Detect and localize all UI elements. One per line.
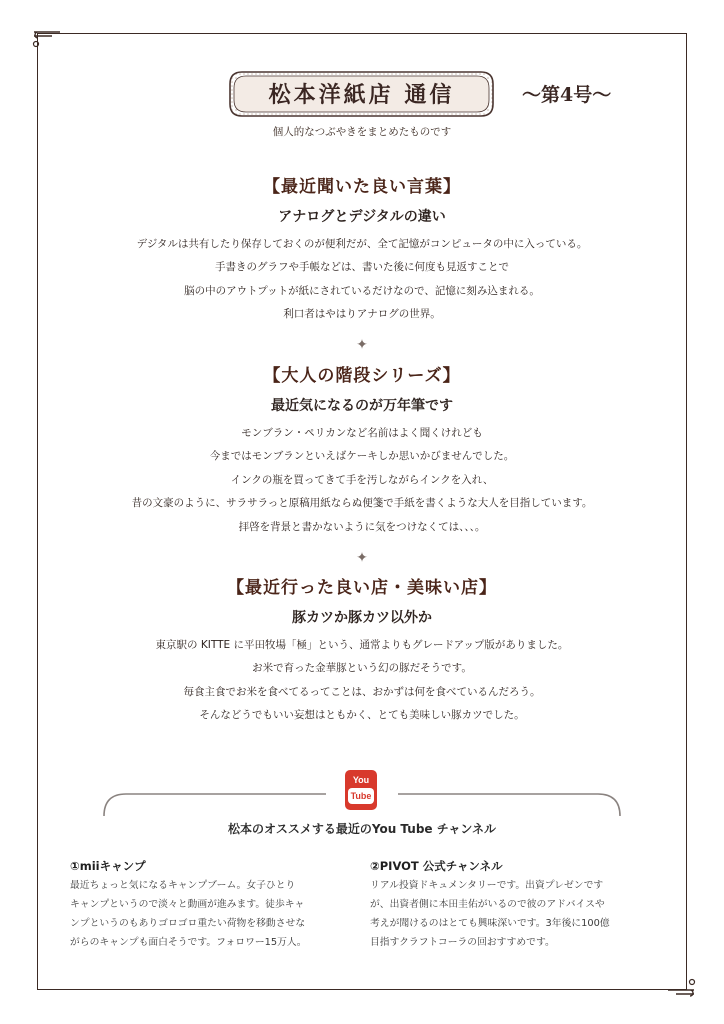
section-subheading: 最近気になるのが万年筆です [271, 398, 453, 414]
channel-description-line: キャンプというので淡々と動画が進みます。徒歩キャ [70, 899, 305, 910]
section-text-line: 利口者はやはりアナログの世界。 [283, 308, 441, 321]
newsletter-header [0, 64, 724, 124]
section-text-line: デジタルは共有したり保存しておくのが便利だが、全て記憶がコンピュータの中に入っている。 [136, 238, 588, 250]
channel-name: ①miiキャンプ [70, 859, 146, 873]
sparkle-divider-icon: ✦ [356, 550, 368, 566]
channel-name: ②PIVOT 公式チャンネル [370, 859, 503, 873]
newsletter-subtitle: 個人的なつぶやきをまとめたものです [272, 126, 452, 138]
channel-description-line: がらのキャンプも面白そうです。フォロワー15万人。 [70, 937, 307, 948]
channel-description-line: リアル投資ドキュメンタリーです。出資プレゼンです [370, 880, 604, 891]
section-text-line: 脳の中のアウトプットが紙にされているだけなので、記憶に刻み込まれる。 [184, 284, 540, 297]
section-good-words [0, 173, 724, 327]
section-heading: 【大人の階段シリーズ】 [263, 366, 461, 386]
section-heading: 【最近行った良い店・美味い店】 [227, 578, 497, 598]
section-subheading: アナログとデジタルの違い [278, 209, 446, 225]
youtube-logo-icon [345, 770, 377, 810]
section-text-line: インクの瓶を買ってきて手を汚しながらインクを入れ、 [230, 473, 494, 486]
youtube-channel-card [370, 856, 660, 952]
channel-description-line: 考えが聞けるのはとても興味深いです。3年後に100億 [370, 918, 610, 929]
corner-ornament-top-left [30, 26, 66, 50]
section-text-line: お米で育った金華豚という幻の豚だそうです。 [252, 662, 472, 675]
issue-number: 〜第4号〜 [522, 84, 612, 106]
section-adult-stairs [0, 362, 724, 539]
section-text-line: モンブラン・ペリカンなど名前はよく聞くけれども [241, 427, 483, 439]
section-text-line: 東京駅の KITTE に平田牧場「極」という、通常よりもグレードアップ版がありました。 [155, 639, 569, 651]
channel-description-line: 最近ちょっと気になるキャンプブーム。女子ひとり [70, 880, 296, 891]
section-heading: 【最近聞いた良い言葉】 [263, 177, 461, 197]
channel-description-line: ンプというのもありゴロゴロ重たい荷物を移動させな [70, 918, 306, 929]
youtube-logo-you: You [352, 775, 370, 785]
sparkle-divider-icon: ✦ [356, 337, 368, 353]
youtube-logo-tube: Tube [348, 788, 374, 804]
youtube-channel-card [70, 856, 360, 952]
section-text-line: 昔の文豪のように、サラサラっと原稿用紙ならぬ便箋で手紙を書くような大人を目指しています。 [131, 497, 593, 510]
channel-description-line: 目指すクラフトコーラの回おすすめです。 [370, 937, 555, 948]
channel-description-line: が、出資者側に本田圭佑がいるので彼のアドバイスや [370, 899, 605, 910]
youtube-section-title: 松本のオススメする最近のYou Tube チャンネル [227, 822, 497, 836]
section-text-line: 拝啓を背景と書かないように気をつけなくては、、、。 [238, 520, 486, 533]
section-subheading: 豚カツか豚カツ以外か [292, 610, 432, 626]
section-good-restaurants [0, 574, 724, 728]
section-text-line: 手書きのグラフや手帳などは、書いた後に何度も見返すことで [215, 261, 509, 274]
section-text-line: 今まではモンブランといえばケーキしか思いかびませんでした。 [209, 450, 515, 463]
section-text-line: 毎食主食でお米を食べてるってことは、おかずは何を食べているんだろう。 [183, 685, 541, 698]
corner-ornament-bottom-right [662, 976, 698, 1000]
section-text-line: そんなどうでもいい妄想はともかく、とても美味しい豚カツでした。 [199, 709, 525, 722]
title-plate [226, 68, 497, 120]
newsletter-title: 松本洋紙店 通信 [268, 82, 455, 108]
